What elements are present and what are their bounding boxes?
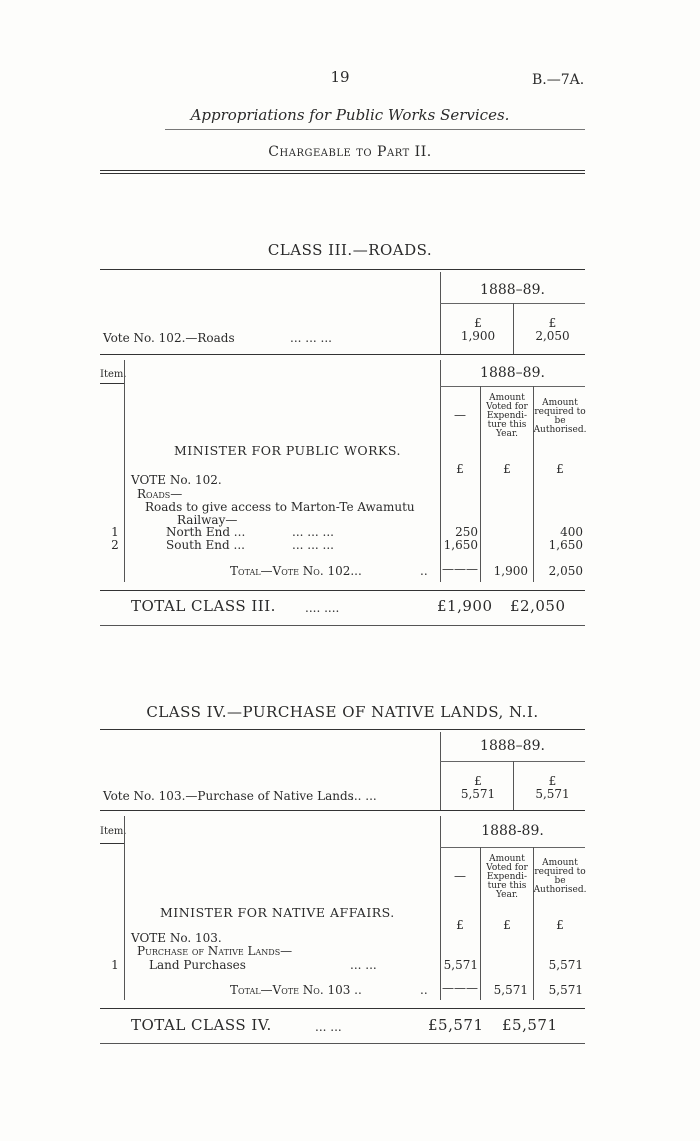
detail-rule <box>100 1008 585 1009</box>
minister-heading: MINISTER FOR NATIVE AFFAIRS. <box>160 905 395 920</box>
class-total-voted: £1,900 <box>437 597 493 615</box>
class-total-required: £5,571 <box>502 1016 558 1034</box>
item-number: 2 <box>111 538 119 552</box>
class-total-label: TOTAL CLASS III. <box>131 597 276 615</box>
item-header-rule <box>100 383 124 384</box>
minister-heading: MINISTER FOR PUBLIC WORKS. <box>174 443 401 458</box>
class-total-dots: ... ... <box>315 1020 342 1034</box>
item-column-divider <box>124 816 125 1000</box>
class-heading: CLASS III.—ROADS. <box>267 241 433 259</box>
item-leader-dots: ... ... ... <box>292 538 334 552</box>
summary-year: 1888–89. <box>480 738 545 754</box>
class-heading: CLASS IV.—PURCHASE OF NATIVE LANDS, N.I. <box>146 703 539 721</box>
vote-line: VOTE No. 103. <box>131 931 222 945</box>
amount-columns-divider <box>440 816 441 1000</box>
detail-dash: — <box>454 869 466 883</box>
currency-col-1: £ <box>456 462 464 476</box>
page-number: 19 <box>330 68 350 86</box>
detail-year: 1888–89. <box>480 365 545 381</box>
vote-total-label: Total—Vote No. 103 .. <box>230 983 362 997</box>
item-amount: 250 <box>455 525 478 539</box>
item-number: 1 <box>111 958 119 972</box>
vote-total-dash: ——— <box>442 562 478 576</box>
item-column-header: Item. <box>100 369 127 380</box>
summary-vote-label: Vote No. 102.—Roads <box>103 331 235 345</box>
summary-col2-value: 5,571 <box>535 787 570 801</box>
vote-total-required: 5,571 <box>548 983 583 997</box>
item-label: South End ... <box>166 538 245 552</box>
vote-subgroup-continued: Railway— <box>177 513 238 527</box>
summary-col1-value: 1,900 <box>460 329 496 343</box>
vote-subgroup: Roads to give access to Marton-Te Awamutu <box>145 500 415 514</box>
class-end-rule <box>100 625 585 626</box>
vote-total-required: 2,050 <box>548 564 583 578</box>
detail-year-rule <box>440 386 585 387</box>
item-required: 1,650 <box>548 538 583 552</box>
detail-dash: — <box>454 408 466 422</box>
title-rule <box>165 129 585 130</box>
document-reference: B.—7A. <box>532 72 585 88</box>
item-leader-dots: ... ... <box>350 958 377 972</box>
class-rule <box>100 729 585 730</box>
class-total-label: TOTAL CLASS IV. <box>131 1016 272 1034</box>
item-header-rule <box>100 843 124 844</box>
summary-col1-currency: £ <box>474 774 482 788</box>
summary-col2-value: 2,050 <box>535 329 570 343</box>
summary-vote-label: Vote No. 103.—Purchase of Native Lands <box>103 789 354 803</box>
class-total-required: £2,050 <box>510 597 566 615</box>
summary-leader-dots: ... ... ... <box>290 331 332 345</box>
currency-col-2: £ <box>503 918 511 932</box>
summary-col2-currency: £ <box>548 774 557 788</box>
class-total-voted: £5,571 <box>428 1016 484 1034</box>
item-number: 1 <box>111 525 119 539</box>
item-label: Land Purchases <box>149 958 246 972</box>
summary-leader-dots: ... ... <box>350 789 377 803</box>
currency-col-1: £ <box>456 918 464 932</box>
detail-year-rule <box>440 847 585 848</box>
class-rule <box>100 269 585 270</box>
subtitle-rule <box>100 170 585 171</box>
summary-rule <box>100 810 585 811</box>
subtitle-rule-double <box>100 173 585 174</box>
col-required-header: Amount required to be Authorised. <box>533 398 587 435</box>
currency-col-3: £ <box>556 918 564 932</box>
summary-col1-currency: £ <box>474 316 482 330</box>
vote-total-label: Total—Vote No. 102... <box>230 564 362 578</box>
summary-col-divider <box>513 761 514 810</box>
item-column-header: Item. <box>100 826 127 837</box>
page-title: Appropriations for Public Works Services. <box>190 106 510 124</box>
vote-total-dash: ——— <box>442 981 478 995</box>
col-voted-header: Amount Voted for Expendi- ture this Year. <box>486 393 528 439</box>
summary-col1-value: 5,571 <box>460 787 496 801</box>
item-column-divider <box>124 360 125 582</box>
vote-total-dots: .. <box>420 983 428 997</box>
detail-year: 1888-89. <box>481 823 544 839</box>
summary-col2-currency: £ <box>548 316 557 330</box>
summary-rule <box>100 354 585 355</box>
currency-col-2: £ <box>503 462 511 476</box>
class-end-rule <box>100 1043 585 1044</box>
vote-total-dots: .. <box>420 564 428 578</box>
currency-col-3: £ <box>556 462 564 476</box>
item-leader-dots: ... ... ... <box>292 525 334 539</box>
item-required: 5,571 <box>548 958 583 972</box>
vote-group: Purchase of Native Lands— <box>137 944 293 958</box>
summary-col-divider <box>513 303 514 354</box>
detail-rule <box>100 590 585 591</box>
vote-line: VOTE No. 102. <box>131 473 222 487</box>
vote-total-voted: 1,900 <box>493 564 528 578</box>
page-subtitle: Chargeable to Part II. <box>268 144 432 160</box>
summary-year: 1888–89. <box>480 282 545 298</box>
item-amount: 5,571 <box>443 958 478 972</box>
vote-total-voted: 5,571 <box>493 983 528 997</box>
item-label: North End ... <box>166 525 246 539</box>
vote-group: Roads— <box>137 487 183 501</box>
class-total-dots: .... .... <box>305 601 340 615</box>
col-voted-header: Amount Voted for Expendi- ture this Year. <box>486 854 528 900</box>
item-amount: 1,650 <box>443 538 478 552</box>
item-required: 400 <box>560 525 583 539</box>
col-required-header: Amount required to be Authorised. <box>533 858 587 895</box>
